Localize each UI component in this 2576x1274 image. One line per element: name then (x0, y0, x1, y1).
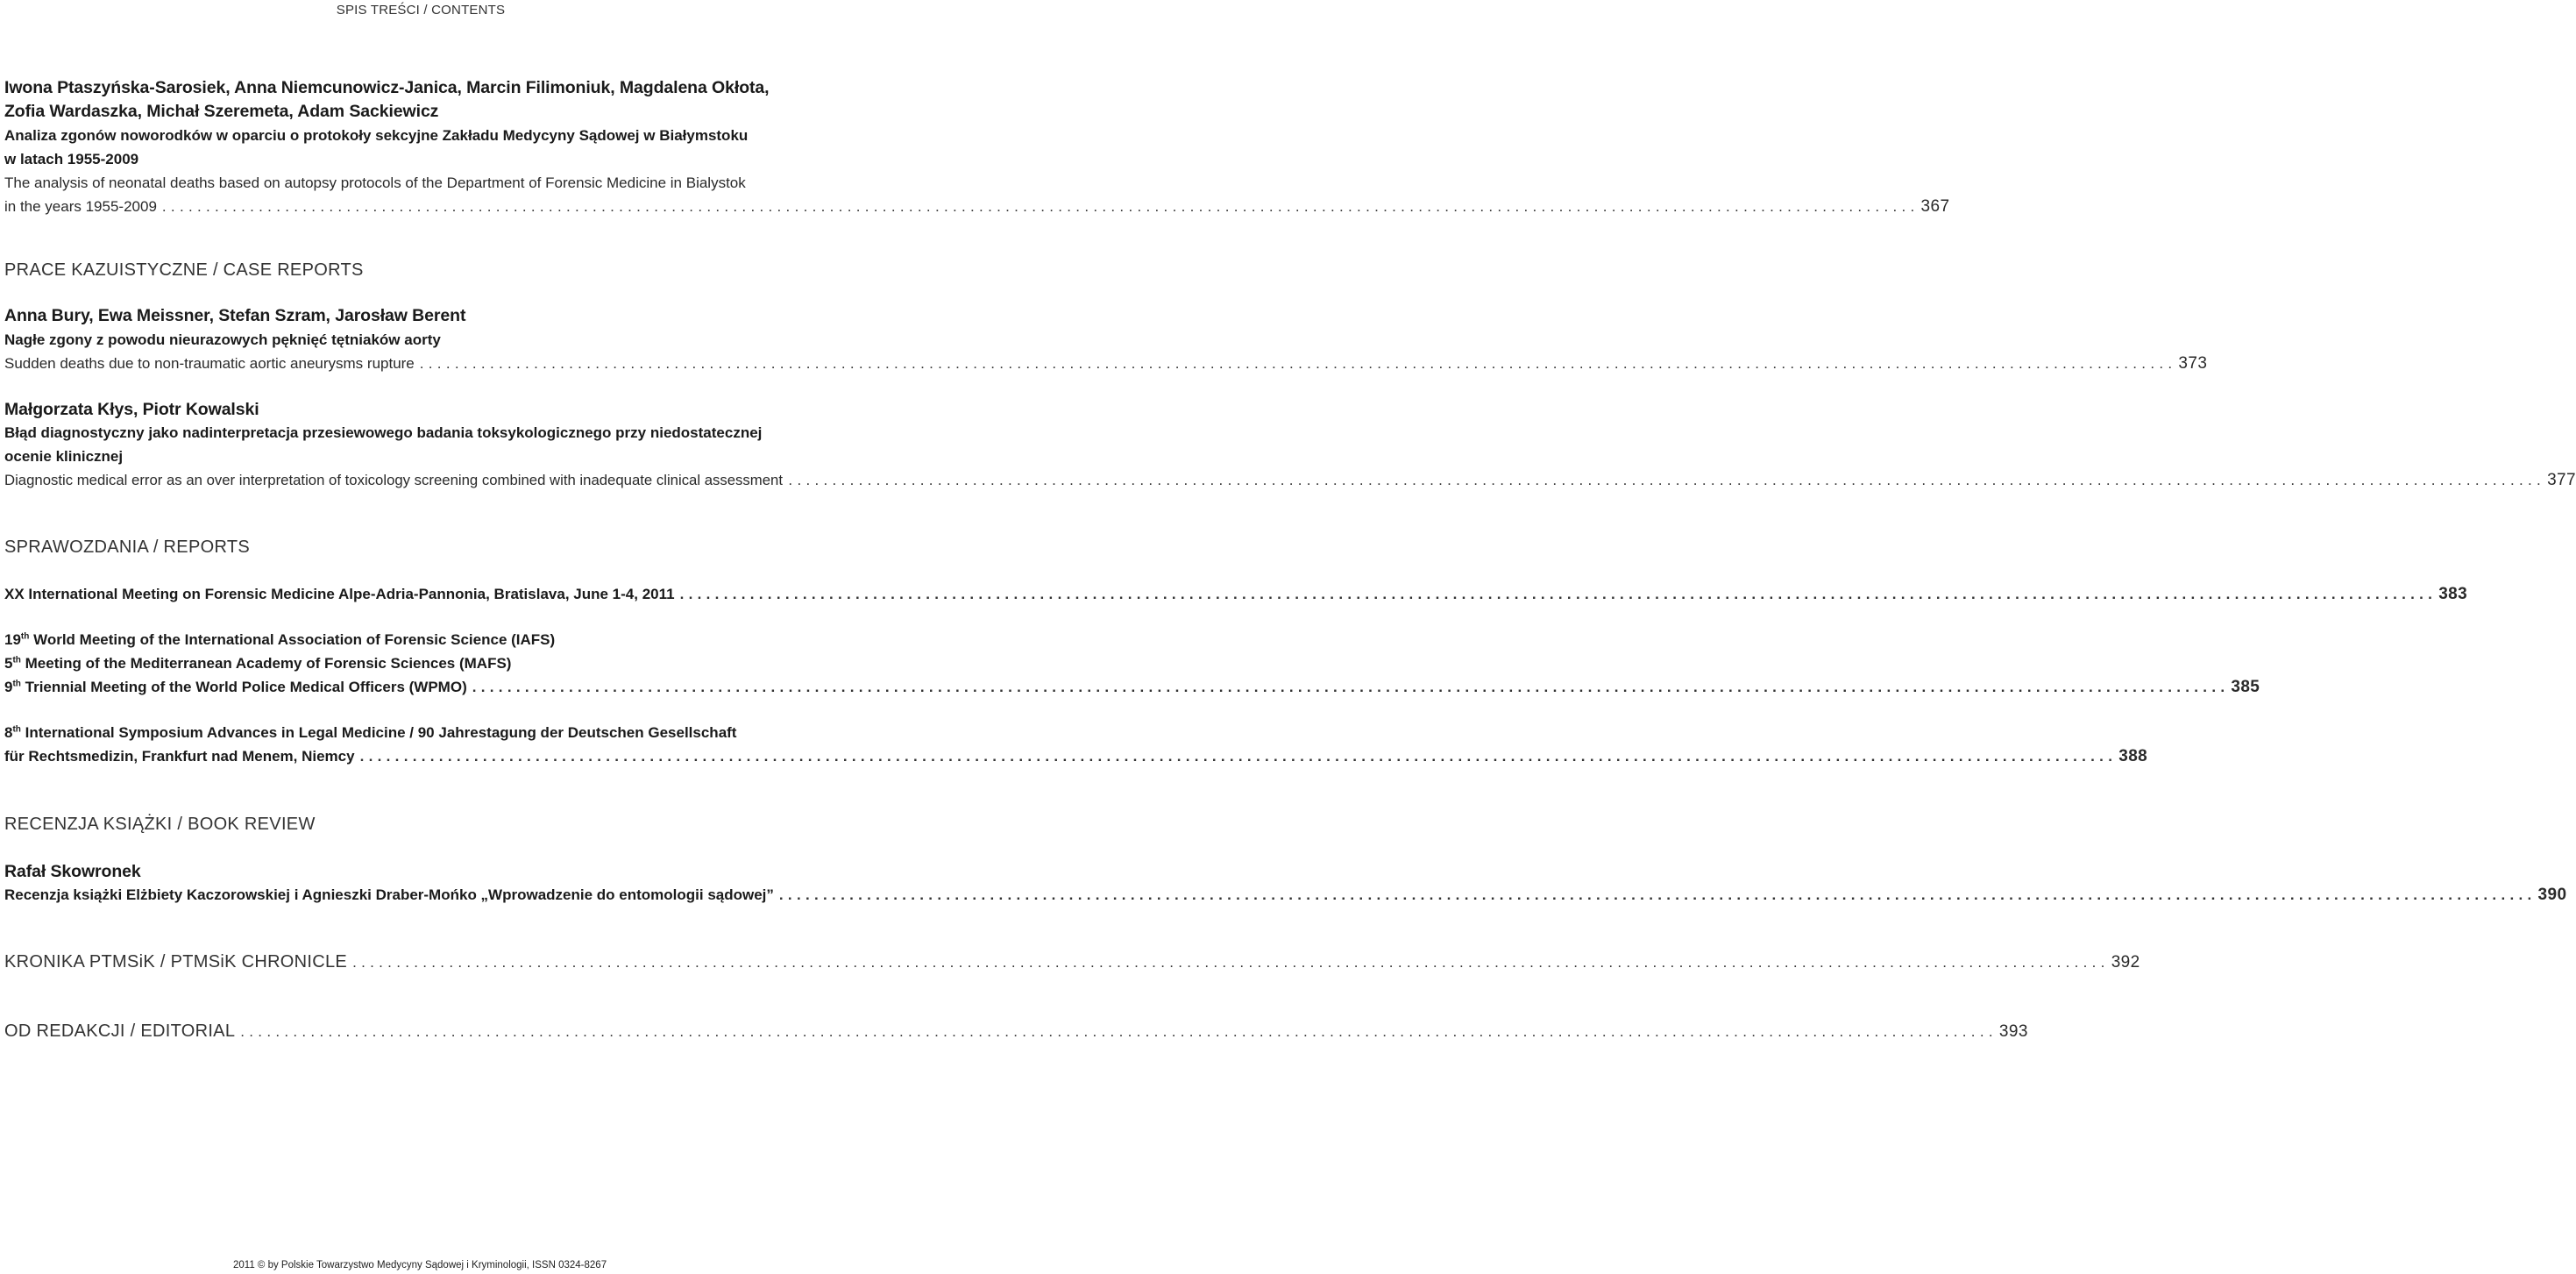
toc-entry-392[interactable] (4, 952, 2140, 972)
page-number: 383 (2438, 585, 2468, 603)
title-en-line: The analysis of neonatal deaths based on autopsy protocols of the Department of Forensic Medicine in Bialystok (4, 174, 746, 191)
copyright-footer: 2011 © by Polskie Towarzystwo Medycyny Sądowej i Kryminologii, ISSN 0324-8267 (233, 1260, 607, 1270)
page-number: 367 (1920, 197, 1950, 216)
page-number: 385 (2231, 678, 2260, 696)
meeting-line (4, 721, 838, 744)
toc-entry-390[interactable] (4, 883, 2567, 907)
title-en-line: in the years 1955-2009 (4, 198, 157, 215)
entry5 (4, 628, 2260, 699)
dot-leader: ........................................................................................................................................................................................................ (778, 886, 2537, 903)
entry4 (4, 582, 2468, 606)
title-en-line: Diagnostic medical error as an over interpretation of toxicology screening combined with inadequate clinical assessment (4, 472, 783, 488)
ordinal-number: 19 (4, 631, 21, 648)
entry1-authors (4, 76, 838, 124)
ordinal-number: 9 (4, 679, 13, 695)
title-pl-line: Analiza zgonów noworodków w oparciu o protokoły sekcyjne Zakładu Medycyny Sądowej w Białymstoku (4, 127, 749, 144)
dot-leader: ........................................................................................................................................................................................................ (359, 748, 2118, 765)
toc-entry-393[interactable] (4, 1021, 2028, 1042)
dot-leader: ........................................................................................................................................................................................................ (352, 954, 2110, 971)
authors-line: Iwona Ptaszyńska-Sarosiek, Anna Niemcunowicz-Janica, Marcin Filimoniuk, Magdalena Okłota, (4, 78, 770, 97)
meeting-text: Triennial Meeting of the World Police Medical Officers (WPMO) (20, 679, 467, 695)
dot-leader: ........................................................................................................................................................................................................ (472, 679, 2230, 695)
title-pl-line: Nagłe zgony z powodu nieurazowych pęknięć tętniaków aorty (4, 331, 441, 348)
entry7-author: Rafał Skowronek (4, 862, 141, 881)
meeting-line (4, 628, 838, 651)
toc-entry-388[interactable] (4, 744, 2148, 768)
dot-leader: ........................................................................................................................................................................................................ (679, 586, 2438, 602)
section-heading-editorial: OD REDAKCJI / EDITORIAL (4, 1021, 236, 1041)
section-chronicle (4, 952, 2140, 972)
section-heading-reports: SPRAWOZDANIA / REPORTS (4, 537, 250, 557)
ordinal-number: 8 (4, 724, 13, 741)
entry1-titles (4, 124, 1950, 218)
dot-leader: ........................................................................................................................................................................................................ (161, 198, 1920, 215)
page-number: 388 (2118, 747, 2148, 765)
section-heading-case-reports: PRACE KAZUISTYCZNE / CASE REPORTS (4, 260, 364, 280)
page-number: 393 (1998, 1022, 2028, 1041)
meeting-text: Meeting of the Mediterranean Academy of Forensic Sciences (MAFS) (20, 655, 512, 672)
ordinal-suffix: th (12, 724, 21, 735)
review-title: Recenzja książki Elżbiety Kaczorowskiej i Agnieszki Draber-Mońko „Wprowadzenie do entomologii sądowej” (4, 886, 774, 903)
meeting-line (4, 675, 467, 699)
meeting-text: World Meeting of the International Association of Forensic Science (IAFS) (29, 631, 556, 648)
entry6 (4, 721, 2148, 768)
section-heading-book-review: RECENZJA KSIĄŻKI / BOOK REVIEW (4, 815, 316, 834)
ordinal-suffix: th (12, 679, 21, 689)
entry3-titles (4, 421, 2576, 492)
meeting-line (4, 651, 838, 675)
meeting-title: XX International Meeting on Forensic Medicine Alpe-Adria-Pannonia, Bratislava, June 1-4, 2011 (4, 586, 675, 602)
ordinal-suffix: th (20, 631, 30, 642)
page-number: 373 (2178, 354, 2208, 373)
toc-entry-367[interactable] (4, 195, 1950, 218)
meeting-text: International Symposium Advances in Legal Medicine / 90 Jahrestagung der Deutschen Gesellschaft (20, 724, 737, 741)
entry3-authors: Małgorzata Kłys, Piotr Kowalski (4, 400, 259, 419)
dot-leader: ........................................................................................................................................................................................................ (240, 1023, 1998, 1040)
authors-line: Zofia Wardaszka, Michał Szeremeta, Adam Sackiewicz (4, 102, 439, 121)
title-pl-line: Błąd diagnostyczny jako nadinterpretacja przesiewowego badania toksykologicznego przy niedostatecznej (4, 424, 763, 441)
entry7 (4, 883, 2567, 907)
meeting-line: für Rechtsmedizin, Frankfurt nad Menem, Niemcy (4, 748, 355, 765)
entry2-authors: Anna Bury, Ewa Meissner, Stefan Szram, Jarosław Berent (4, 306, 466, 325)
section-heading-chronicle: KRONIKA PTMSiK / PTMSiK CHRONICLE (4, 952, 348, 972)
section-editorial (4, 1021, 2028, 1042)
title-pl-line: w latach 1955-2009 (4, 151, 139, 167)
page-number: 392 (2111, 953, 2140, 972)
page-number: 377 (2547, 471, 2576, 489)
entry2-titles (4, 328, 2208, 375)
page-header: SPIS TREŚCI / CONTENTS (336, 3, 506, 18)
toc-entry-377[interactable] (4, 468, 2576, 492)
title-pl-line: ocenie klinicznej (4, 448, 124, 465)
dot-leader: ........................................................................................................................................................................................................ (419, 355, 2177, 372)
toc-entry-383[interactable] (4, 582, 2468, 606)
toc-entry-373[interactable] (4, 352, 2208, 375)
ordinal-number: 5 (4, 655, 13, 672)
toc-entry-385[interactable] (4, 675, 2260, 699)
dot-leader: ........................................................................................................................................................................................................ (788, 472, 2546, 488)
page-number: 390 (2537, 886, 2567, 904)
ordinal-suffix: th (12, 655, 21, 665)
title-en-line: Sudden deaths due to non-traumatic aortic aneurysms rupture (4, 355, 415, 372)
